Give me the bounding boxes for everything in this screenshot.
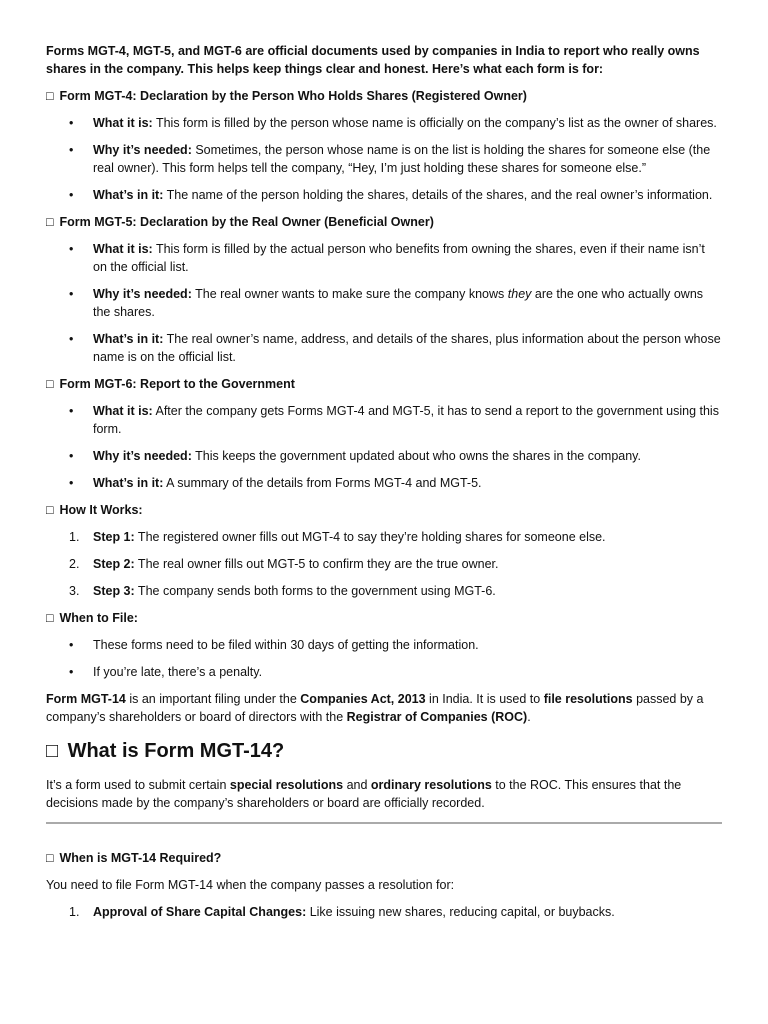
when-required-intro: You need to file Form MGT-14 when the company passes a resolution for: (46, 878, 455, 892)
bullet-icon: • (69, 143, 74, 157)
step-item: 3. Step 3: The company sends both forms to the government using MGT-6. (69, 584, 496, 598)
bullet-icon: • (69, 287, 74, 301)
placeholder-glyph-icon: □ (46, 851, 54, 865)
mgt4-list (46, 114, 722, 204)
list-item: 1. Approval of Share Capital Changes: Like issuing new shares, reducing capital, or buybacks. (69, 905, 615, 919)
bullet-icon: • (69, 638, 74, 652)
placeholder-glyph-icon: □ (46, 377, 54, 391)
when-required-heading: □ When is MGT-14 Required? (46, 851, 222, 865)
list-item: • What it is: After the company gets Forms MGT-4 and MGT-5, it has to send a report to the government using this form. (69, 404, 719, 436)
section-heading-mgt6: □ Form MGT-6: Report to the Government (46, 377, 295, 391)
bullet-icon: • (69, 332, 74, 346)
steps-list (46, 528, 722, 600)
bullet-icon: • (69, 116, 74, 130)
list-item: • Why it’s needed: The real owner wants to make sure the company knows they are the one who actually owns the shares. (69, 287, 704, 319)
step-item: 2. Step 2: The real owner fills out MGT-5 to confirm they are the true owner. (69, 557, 499, 571)
page-title: □ What is Form MGT-14? (46, 740, 285, 762)
document-page (46, 42, 722, 930)
mgt6-list (46, 402, 722, 492)
list-item: • Why it’s needed: This keeps the government updated about who owns the shares in the company. (69, 449, 641, 463)
bullet-icon: • (69, 449, 74, 463)
bullet-icon: • (69, 665, 74, 679)
list-item: • What it is: This form is filled by the actual person who benefits from owning the shares, even if their name isn’t on the official list. (69, 242, 705, 274)
list-item: • If you’re late, there’s a penalty. (69, 665, 263, 679)
placeholder-glyph-icon: □ (46, 215, 54, 229)
list-item: • These forms need to be filed within 30 days of getting the information. (69, 638, 479, 652)
required-list (46, 903, 722, 921)
placeholder-glyph-icon: □ (46, 503, 54, 517)
placeholder-glyph-icon: □ (46, 611, 54, 625)
how-it-works-heading: □ How It Works: (46, 503, 143, 517)
bullet-icon: • (69, 476, 74, 490)
list-item: • What it is: This form is filled by the person whose name is officially on the company’s list as the owner of shares. (69, 116, 717, 130)
bullet-icon: • (69, 242, 74, 256)
mgt5-list (46, 240, 722, 366)
placeholder-glyph-icon: □ (46, 89, 54, 103)
horizontal-divider (46, 822, 722, 824)
list-item: • What’s in it: The real owner’s name, address, and details of the shares, plus information about the person whose name is on the official list. (69, 332, 721, 364)
step-item: 1. Step 1: The registered owner fills out MGT-4 to say they’re holding shares for someone else. (69, 530, 606, 544)
list-item: • What’s in it: A summary of the details from Forms MGT-4 and MGT-5. (69, 476, 482, 490)
bullet-icon: • (69, 188, 74, 202)
list-item: • Why it’s needed: Sometimes, the person whose name is on the list is holding the shares for someone else (the real owner). This form helps tell the company, “Hey, I’m just holding these shares for someone else.” (69, 143, 711, 175)
section-heading-mgt5: □ Form MGT-5: Declaration by the Real Owner (Beneficial Owner) (46, 215, 434, 229)
bullet-icon: • (69, 404, 74, 418)
when-to-file-list (46, 636, 722, 681)
when-to-file-heading: □ When to File: (46, 611, 138, 625)
section-heading-mgt4: □ Form MGT-4: Declaration by the Person Who Holds Shares (Registered Owner) (46, 89, 527, 103)
list-item: • What’s in it: The name of the person holding the shares, details of the shares, and the real owner’s information. (69, 188, 713, 202)
intro-paragraph: Forms MGT-4, MGT-5, and MGT-6 are official documents used by companies in India to report who really owns shares in the company. This helps keep things clear and honest. Here’s what each form is for: (46, 44, 700, 76)
mgt14-paragraph: Form MGT-14 is an important filing under the Companies Act, 2013 in India. It is used to file resolutions passed by a company’s shareholders or board of directors with the Registrar of Companies (ROC). (46, 692, 704, 724)
placeholder-glyph-icon: □ (46, 740, 59, 762)
what-is-paragraph: It’s a form used to submit certain special resolutions and ordinary resolutions to the ROC. This ensures that the decisions made by the company’s shareholders or board are officially recorded. (46, 778, 682, 810)
